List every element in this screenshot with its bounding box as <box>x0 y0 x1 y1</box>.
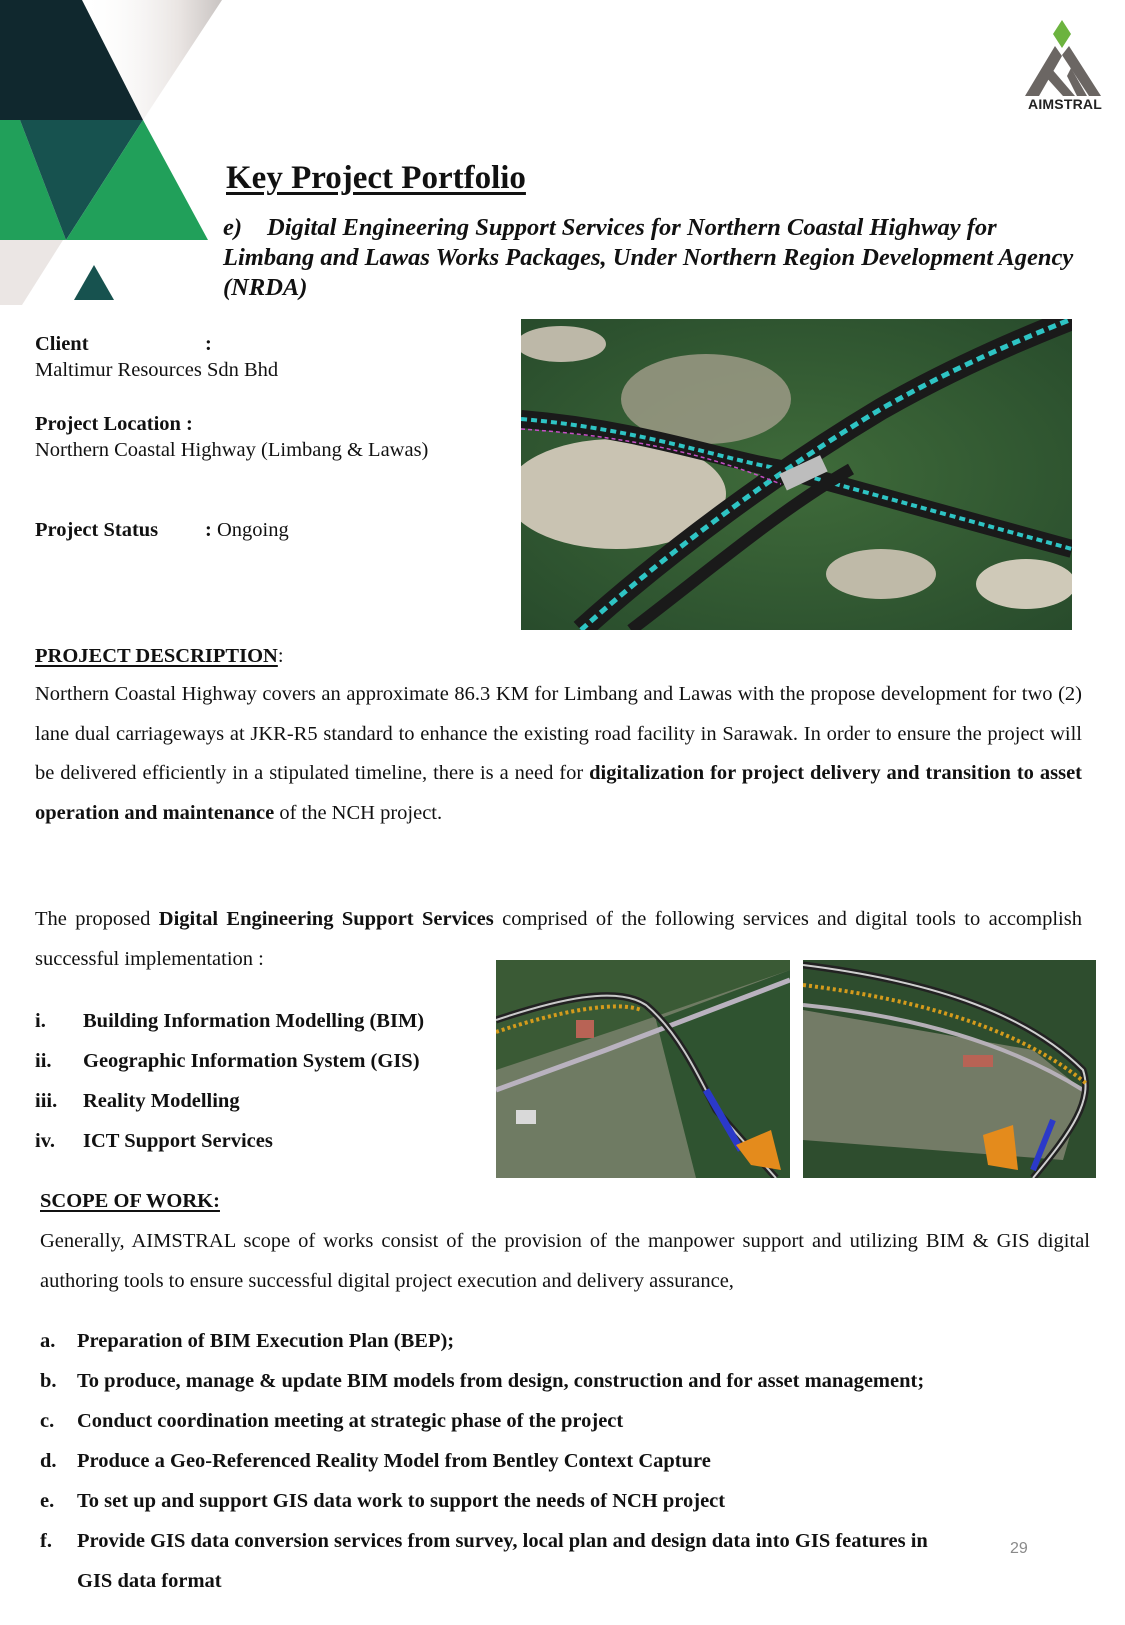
services-intro-bold: Digital Engineering Support Services <box>158 908 494 930</box>
scope-label: Provide GIS data conversion services from survey, local plan and design data into GIS features in <box>77 1530 928 1552</box>
service-item <box>35 1130 273 1153</box>
status-sep: : <box>205 519 212 541</box>
small-teal-triangle <box>74 265 114 300</box>
service-item <box>35 1010 424 1033</box>
client-label: Client <box>35 333 89 355</box>
service-num: iv. <box>35 1130 55 1152</box>
scope-label: To set up and support GIS data work to support the needs of NCH project <box>77 1490 726 1512</box>
project-description-heading <box>35 645 284 668</box>
description-bold: digitalization for project delivery and transition to asset operation and maintenance <box>35 762 1083 824</box>
scope-item <box>40 1450 711 1473</box>
decorative-triangles <box>0 0 230 305</box>
logo-text: AIMSTRAL <box>1028 96 1102 112</box>
scope-num: a. <box>40 1330 56 1352</box>
scope-label: Conduct coordination meeting at strategic phase of the project <box>77 1410 624 1432</box>
subtitle-label: e) <box>223 214 243 241</box>
location-value: Northern Coastal Highway (Limbang & Lawas) <box>35 439 429 461</box>
viaduct-image-left <box>496 960 790 1178</box>
service-label: Geographic Information System (GIS) <box>83 1050 420 1072</box>
viaduct-render-right <box>803 960 1096 1178</box>
page-title: Key Project Portfolio <box>226 160 526 196</box>
viaduct-image-right <box>803 960 1096 1178</box>
services-list <box>35 1010 485 1170</box>
service-num: i. <box>35 1010 46 1032</box>
scope-of-work-heading: SCOPE OF WORK: <box>40 1190 220 1212</box>
services-intro-text-1: The proposed <box>35 908 159 930</box>
shadow-band-bottom <box>0 240 63 305</box>
status-value: Ongoing <box>216 519 289 541</box>
client-sep: : <box>205 333 212 355</box>
scope-list <box>40 1330 1095 1590</box>
description-text-2: of the NCH project. <box>274 801 443 824</box>
scope-num: c. <box>40 1410 55 1432</box>
scope-item <box>40 1490 725 1513</box>
location-label-text: Project Location : <box>35 413 193 435</box>
page-number: 29 <box>1010 1540 1028 1557</box>
service-item <box>35 1090 240 1113</box>
client-value: Maltimur Resources Sdn Bhd <box>35 359 279 381</box>
description-heading-colon: : <box>277 645 284 667</box>
scope-num: f. <box>40 1530 52 1552</box>
service-label: ICT Support Services <box>83 1130 273 1152</box>
scope-label: Produce a Geo-Referenced Reality Model from Bentley Context Capture <box>77 1450 711 1472</box>
scope-num: d. <box>40 1450 57 1472</box>
status-row <box>35 517 289 543</box>
location-label <box>35 411 193 437</box>
service-item <box>35 1050 420 1073</box>
scope-intro-paragraph: Generally, AIMSTRAL scope of works consist of the provision of the manpower support and utilizing BIM & GIS digital authoring tools to ensure successful digital project execution and delivery assurance, <box>40 1230 1090 1292</box>
scope-item <box>40 1370 924 1393</box>
scope-item <box>40 1410 623 1433</box>
services-intro-text-2: comprised of the following services and digital tools to accomplish successful implementation : <box>35 908 1082 970</box>
client-label-row <box>35 331 212 357</box>
viaduct-render-left <box>496 960 790 1178</box>
description-paragraph <box>35 675 1082 833</box>
interchange-render <box>521 319 1072 630</box>
service-label: Reality Modelling <box>83 1090 240 1112</box>
scope-item <box>40 1330 454 1353</box>
scope-item-continuation: GIS data format <box>77 1570 222 1592</box>
interchange-image <box>521 319 1072 630</box>
service-label: Building Information Modelling (BIM) <box>83 1010 425 1032</box>
scope-item <box>40 1530 928 1553</box>
service-num: ii. <box>35 1050 52 1072</box>
status-label: Project Status <box>35 519 159 541</box>
scope-label: Preparation of BIM Execution Plan (BEP); <box>77 1330 455 1352</box>
scope-num: b. <box>40 1370 57 1392</box>
service-num: iii. <box>35 1090 58 1112</box>
subtitle-text: Digital Engineering Support Services for Northern Coastal Highway for Limbang and Lawas Works Packages, Under Northern Region Development Agency (NRDA) <box>223 214 1074 301</box>
project-subtitle <box>223 213 1083 303</box>
scope-num: e. <box>40 1490 55 1512</box>
description-heading-text: PROJECT DESCRIPTION <box>35 645 278 667</box>
description-text-1: Northern Coastal Highway covers an approximate 86.3 KM for Limbang and Lawas with the propose development for two (2) lane dual carriageways at JKR-R5 standard to enhance the existing road facility in Sarawak. In order to ensure the project will be delivered efficiently in a stipulated timeline, there is a need for <box>35 683 1082 784</box>
scope-label: To produce, manage & update BIM models from design, construction and for asset management; <box>77 1370 925 1392</box>
